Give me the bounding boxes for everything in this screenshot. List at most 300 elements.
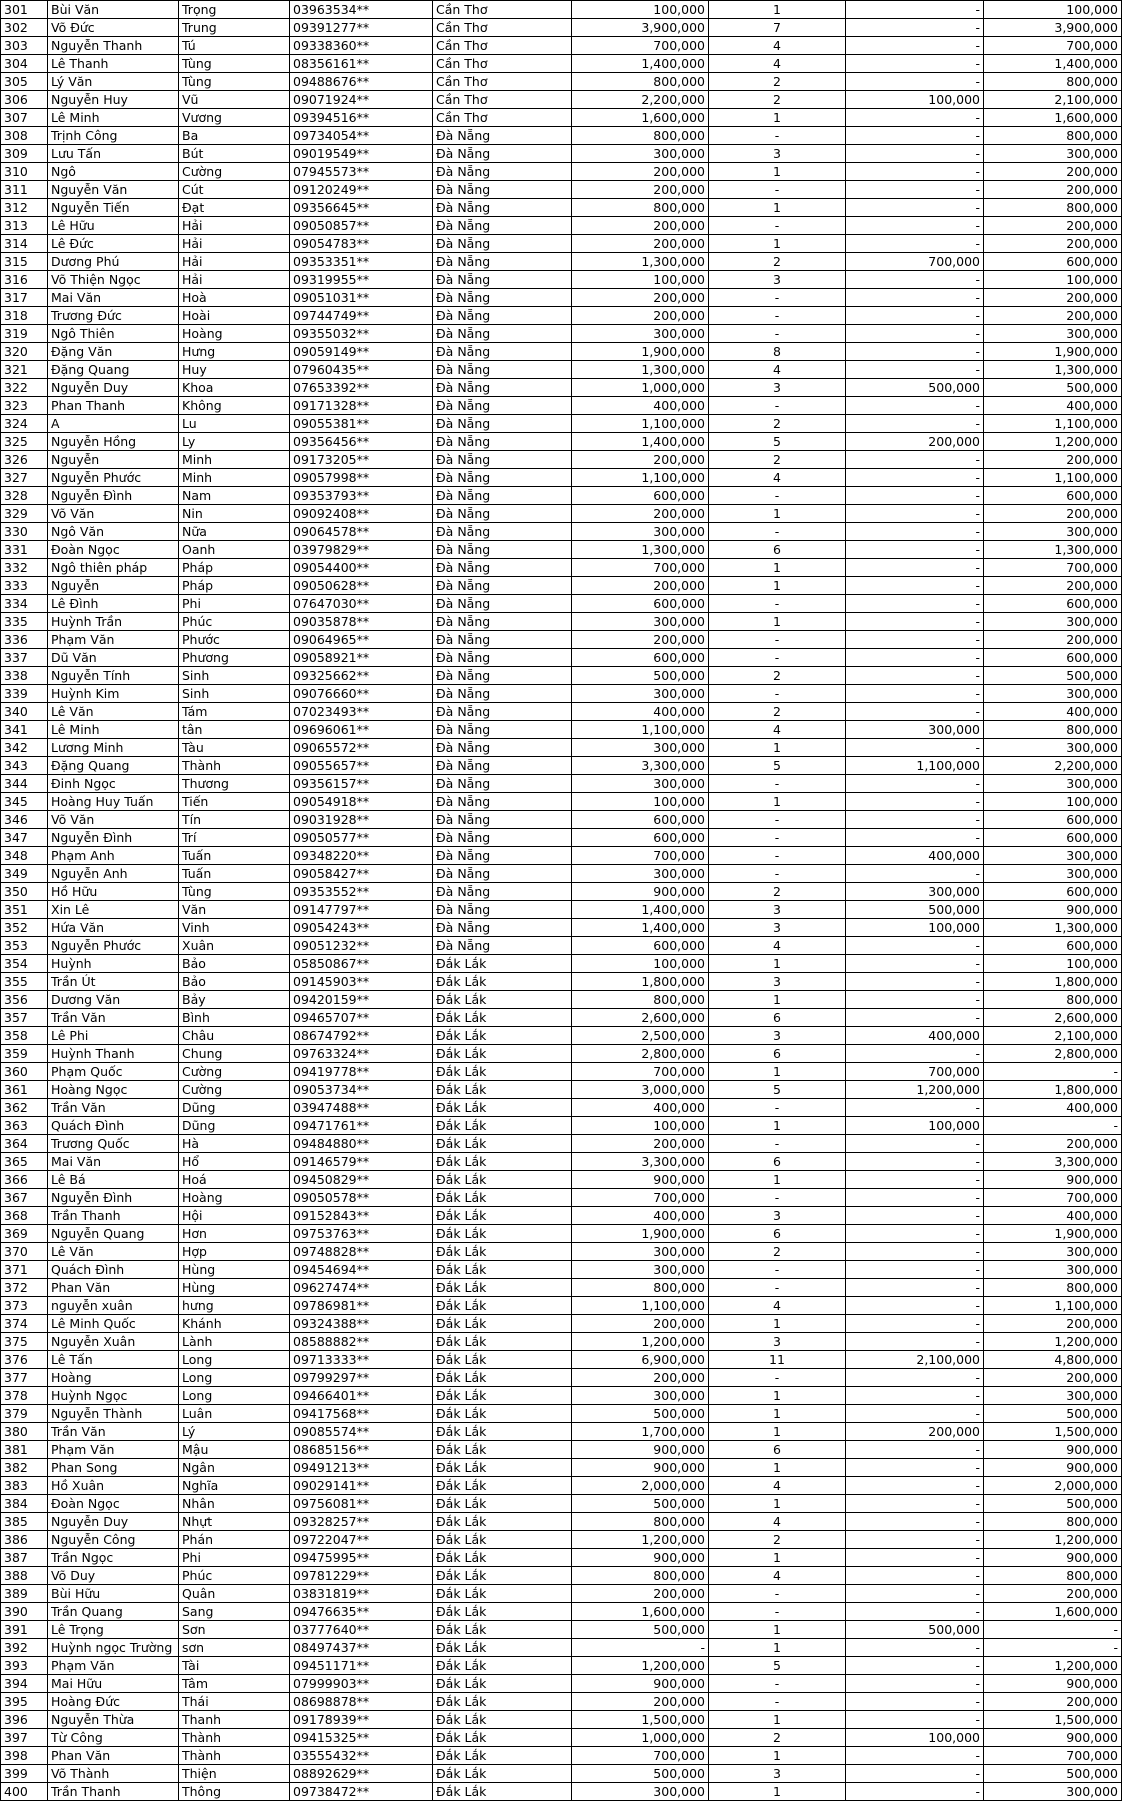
cell-province: Đà Nẵng [433,397,572,415]
cell-net-amount: 900,000 [984,1459,1122,1477]
cell-amount: 200,000 [572,289,709,307]
cell-count: 2 [709,883,846,901]
cell-phone: 05850867** [290,955,433,973]
cell-last-middle-name: Nguyễn Công [48,1531,179,1549]
cell-first-name: Ly [179,433,290,451]
cell-deduction: - [846,1045,984,1063]
cell-phone: 09353351** [290,253,433,271]
cell-row-number: 356 [1,991,48,1009]
cell-deduction: - [846,289,984,307]
cell-deduction: - [846,1477,984,1495]
cell-count: - [709,829,846,847]
cell-net-amount: 500,000 [984,667,1122,685]
cell-row-number: 390 [1,1603,48,1621]
cell-first-name: Hổ [179,1153,290,1171]
cell-count: 1 [709,613,846,631]
cell-count: - [709,127,846,145]
cell-row-number: 323 [1,397,48,415]
cell-net-amount: 1,300,000 [984,541,1122,559]
cell-row-number: 388 [1,1567,48,1585]
cell-count: 1 [709,1459,846,1477]
table-row [1,739,1122,757]
cell-amount: 200,000 [572,451,709,469]
cell-last-middle-name: Nguyễn Duy [48,1513,179,1531]
cell-province: Đắk Lắk [433,1153,572,1171]
cell-net-amount: 800,000 [984,1567,1122,1585]
cell-amount: 700,000 [572,1063,709,1081]
cell-first-name: Hùng [179,1261,290,1279]
cell-row-number: 370 [1,1243,48,1261]
cell-last-middle-name: Nguyễn Văn [48,181,179,199]
cell-province: Đà Nẵng [433,667,572,685]
cell-row-number: 311 [1,181,48,199]
cell-net-amount: 400,000 [984,1099,1122,1117]
cell-net-amount: 900,000 [984,1441,1122,1459]
cell-last-middle-name: Đoàn Ngọc [48,541,179,559]
cell-net-amount: 1,900,000 [984,343,1122,361]
cell-phone: 09147797** [290,901,433,919]
cell-count: 4 [709,721,846,739]
cell-row-number: 320 [1,343,48,361]
cell-row-number: 395 [1,1693,48,1711]
cell-row-number: 373 [1,1297,48,1315]
cell-deduction: - [846,109,984,127]
cell-row-number: 391 [1,1621,48,1639]
cell-count: 5 [709,1081,846,1099]
cell-province: Đà Nẵng [433,919,572,937]
cell-net-amount: 300,000 [984,1387,1122,1405]
cell-row-number: 365 [1,1153,48,1171]
cell-net-amount: - [984,1621,1122,1639]
cell-count: 4 [709,1297,846,1315]
cell-province: Đà Nẵng [433,937,572,955]
cell-last-middle-name: Từ Công [48,1729,179,1747]
cell-net-amount: 200,000 [984,1369,1122,1387]
table-row [1,343,1122,361]
cell-deduction: 100,000 [846,1729,984,1747]
cell-first-name: Chung [179,1045,290,1063]
cell-count: - [709,649,846,667]
cell-row-number: 307 [1,109,48,127]
cell-deduction: - [846,1513,984,1531]
cell-count: - [709,1675,846,1693]
cell-deduction: - [846,55,984,73]
cell-net-amount: 1,900,000 [984,1225,1122,1243]
table-row [1,325,1122,343]
cell-phone: 08698878** [290,1693,433,1711]
cell-net-amount: 900,000 [984,1549,1122,1567]
cell-first-name: Nhựt [179,1513,290,1531]
cell-phone: 09454694** [290,1261,433,1279]
table-row [1,145,1122,163]
cell-province: Cần Thơ [433,37,572,55]
table-row [1,109,1122,127]
cell-first-name: Hải [179,271,290,289]
cell-first-name: Lý [179,1423,290,1441]
cell-first-name: Khánh [179,1315,290,1333]
cell-deduction: - [846,811,984,829]
cell-amount: 300,000 [572,1783,709,1801]
cell-count: 2 [709,91,846,109]
table-row [1,937,1122,955]
cell-last-middle-name: Huỳnh ngọc Trường [48,1639,179,1657]
cell-last-middle-name: Lê Văn [48,1243,179,1261]
cell-amount: 2,200,000 [572,91,709,109]
cell-row-number: 362 [1,1099,48,1117]
cell-amount: 600,000 [572,487,709,505]
cell-deduction: - [846,937,984,955]
cell-amount: 900,000 [572,1441,709,1459]
cell-last-middle-name: Lê Trọng [48,1621,179,1639]
cell-province: Đà Nẵng [433,379,572,397]
cell-row-number: 339 [1,685,48,703]
cell-net-amount: 3,300,000 [984,1153,1122,1171]
cell-amount: 2,000,000 [572,1477,709,1495]
cell-first-name: Sinh [179,667,290,685]
table-row [1,91,1122,109]
cell-last-middle-name: Mai Văn [48,289,179,307]
cell-count: - [709,811,846,829]
cell-count: - [709,1369,846,1387]
cell-amount: 900,000 [572,1459,709,1477]
cell-amount: 800,000 [572,991,709,1009]
cell-last-middle-name: Hoàng Ngọc [48,1081,179,1099]
cell-last-middle-name: Nguyễn Đình [48,1189,179,1207]
cell-deduction: 500,000 [846,901,984,919]
cell-count: - [709,775,846,793]
cell-last-middle-name: Huỳnh Thanh [48,1045,179,1063]
cell-amount: 600,000 [572,595,709,613]
cell-province: Đắk Lắk [433,1009,572,1027]
cell-deduction: - [846,19,984,37]
cell-province: Đắk Lắk [433,1621,572,1639]
cell-count: 5 [709,1657,846,1675]
cell-phone: 09054783** [290,235,433,253]
cell-province: Đà Nẵng [433,541,572,559]
cell-phone: 09484880** [290,1135,433,1153]
cell-net-amount: 2,600,000 [984,1009,1122,1027]
cell-row-number: 308 [1,127,48,145]
table-row [1,1423,1122,1441]
table-row [1,631,1122,649]
cell-last-middle-name: Lê Phi [48,1027,179,1045]
cell-row-number: 372 [1,1279,48,1297]
cell-count: 1 [709,505,846,523]
cell-province: Đắk Lắk [433,1225,572,1243]
cell-row-number: 329 [1,505,48,523]
cell-net-amount: 700,000 [984,559,1122,577]
cell-net-amount: 200,000 [984,307,1122,325]
cell-first-name: Cút [179,181,290,199]
cell-row-number: 396 [1,1711,48,1729]
cell-net-amount: 600,000 [984,883,1122,901]
cell-net-amount: 400,000 [984,1207,1122,1225]
cell-province: Đà Nẵng [433,361,572,379]
cell-amount: 300,000 [572,145,709,163]
cell-net-amount: 100,000 [984,955,1122,973]
cell-amount: 1,300,000 [572,361,709,379]
cell-count: 4 [709,55,846,73]
cell-province: Đà Nẵng [433,523,572,541]
cell-first-name: Phước [179,631,290,649]
cell-first-name: Thông [179,1783,290,1801]
cell-last-middle-name: Nguyễn Quang [48,1225,179,1243]
cell-province: Đắk Lắk [433,1315,572,1333]
cell-last-middle-name: Trần Ngọc [48,1549,179,1567]
cell-amount: 400,000 [572,1099,709,1117]
cell-last-middle-name: Lê Bá [48,1171,179,1189]
cell-deduction: - [846,1603,984,1621]
cell-province: Đắk Lắk [433,1207,572,1225]
table-row [1,1783,1122,1801]
cell-amount: 200,000 [572,307,709,325]
cell-phone: 09319955** [290,271,433,289]
cell-row-number: 350 [1,883,48,901]
cell-count: 2 [709,415,846,433]
cell-count: 1 [709,1783,846,1801]
cell-phone: 09325662** [290,667,433,685]
cell-last-middle-name: Trần Văn [48,1099,179,1117]
cell-deduction: - [846,271,984,289]
cell-province: Đà Nẵng [433,631,572,649]
cell-amount: 500,000 [572,1765,709,1783]
cell-province: Đà Nẵng [433,811,572,829]
cell-amount: 1,200,000 [572,1531,709,1549]
cell-net-amount: 600,000 [984,595,1122,613]
cell-amount: 200,000 [572,181,709,199]
cell-province: Đà Nẵng [433,199,572,217]
cell-count: 6 [709,1153,846,1171]
cell-province: Cần Thơ [433,19,572,37]
cell-amount: 300,000 [572,325,709,343]
table-row [1,955,1122,973]
cell-deduction: - [846,1693,984,1711]
cell-province: Đà Nẵng [433,307,572,325]
cell-net-amount: 2,100,000 [984,91,1122,109]
table-row [1,19,1122,37]
cell-first-name: Tuấn [179,865,290,883]
cell-net-amount: 1,100,000 [984,1297,1122,1315]
cell-first-name: Phán [179,1531,290,1549]
cell-deduction: - [846,505,984,523]
cell-deduction: 500,000 [846,1621,984,1639]
cell-last-middle-name: Trương Đức [48,307,179,325]
cell-phone: 09050628** [290,577,433,595]
table-row [1,1765,1122,1783]
cell-net-amount: 300,000 [984,613,1122,631]
cell-count: 4 [709,1567,846,1585]
cell-row-number: 359 [1,1045,48,1063]
cell-deduction: - [846,1153,984,1171]
table-row [1,415,1122,433]
cell-deduction: - [846,955,984,973]
cell-deduction: - [846,523,984,541]
cell-first-name: Hùng [179,1279,290,1297]
cell-first-name: tân [179,721,290,739]
cell-phone: 09055657** [290,757,433,775]
cell-count: 8 [709,343,846,361]
cell-deduction: - [846,577,984,595]
cell-row-number: 355 [1,973,48,991]
cell-last-middle-name: Bùi Hữu [48,1585,179,1603]
cell-amount: 700,000 [572,1189,709,1207]
cell-province: Đà Nẵng [433,235,572,253]
cell-phone: 09391277** [290,19,433,37]
cell-row-number: 361 [1,1081,48,1099]
cell-count: 3 [709,919,846,937]
cell-last-middle-name: Dương Văn [48,991,179,1009]
cell-net-amount: 300,000 [984,739,1122,757]
cell-province: Cần Thơ [433,91,572,109]
cell-amount: 800,000 [572,127,709,145]
cell-count: 1 [709,1549,846,1567]
cell-amount: 1,800,000 [572,973,709,991]
cell-province: Đà Nẵng [433,721,572,739]
cell-first-name: Huy [179,361,290,379]
cell-last-middle-name: Nguyễn Xuân [48,1333,179,1351]
cell-province: Đà Nẵng [433,883,572,901]
table-row [1,1081,1122,1099]
table-row [1,1459,1122,1477]
cell-phone: 09713333** [290,1351,433,1369]
cell-first-name: Thành [179,757,290,775]
table-row [1,199,1122,217]
cell-phone: 09450829** [290,1171,433,1189]
cell-first-name: Ba [179,127,290,145]
table-row [1,73,1122,91]
cell-net-amount: - [984,1639,1122,1657]
cell-first-name: Tàu [179,739,290,757]
cell-count: 1 [709,1405,846,1423]
cell-first-name: Tùng [179,73,290,91]
cell-province: Đắk Lắk [433,1531,572,1549]
cell-net-amount: 500,000 [984,379,1122,397]
table-row [1,505,1122,523]
cell-deduction: 100,000 [846,91,984,109]
cell-last-middle-name: Phan Văn [48,1747,179,1765]
cell-amount: 600,000 [572,811,709,829]
cell-first-name: Thái [179,1693,290,1711]
cell-net-amount: 100,000 [984,1,1122,19]
cell-last-middle-name: Võ Thành [48,1765,179,1783]
cell-count: 2 [709,73,846,91]
table-row [1,1261,1122,1279]
cell-deduction: - [846,415,984,433]
cell-net-amount: 1,500,000 [984,1423,1122,1441]
table-row [1,811,1122,829]
cell-count: 3 [709,901,846,919]
cell-amount: 400,000 [572,703,709,721]
cell-net-amount: 300,000 [984,1243,1122,1261]
table-row [1,1117,1122,1135]
table-row [1,181,1122,199]
cell-row-number: 374 [1,1315,48,1333]
cell-amount: 300,000 [572,739,709,757]
cell-amount: 3,900,000 [572,19,709,37]
table-row [1,1189,1122,1207]
table-row [1,379,1122,397]
cell-first-name: Hải [179,217,290,235]
cell-deduction: - [846,1549,984,1567]
cell-last-middle-name: Phạm Quốc [48,1063,179,1081]
cell-first-name: Hội [179,1207,290,1225]
cell-net-amount: 700,000 [984,37,1122,55]
cell-first-name: Thanh [179,1711,290,1729]
cell-last-middle-name: Lê Đức [48,235,179,253]
cell-count: 1 [709,559,846,577]
cell-count: 4 [709,361,846,379]
cell-first-name: Trung [179,19,290,37]
cell-net-amount: 200,000 [984,1315,1122,1333]
table-row [1,1351,1122,1369]
cell-net-amount: 100,000 [984,271,1122,289]
cell-first-name: Tài [179,1657,290,1675]
cell-row-number: 367 [1,1189,48,1207]
cell-net-amount: 1,200,000 [984,433,1122,451]
cell-net-amount: 400,000 [984,703,1122,721]
cell-count: 1 [709,1063,846,1081]
cell-deduction: - [846,451,984,469]
cell-count: 1 [709,109,846,127]
cell-deduction: 400,000 [846,847,984,865]
cell-row-number: 369 [1,1225,48,1243]
cell-first-name: Lu [179,415,290,433]
cell-phone: 09029141** [290,1477,433,1495]
cell-amount: 900,000 [572,883,709,901]
cell-deduction: - [846,199,984,217]
cell-row-number: 325 [1,433,48,451]
cell-last-middle-name: Xin Lê [48,901,179,919]
cell-province: Đà Nẵng [433,613,572,631]
cell-row-number: 321 [1,361,48,379]
cell-net-amount: 300,000 [984,775,1122,793]
cell-deduction: 300,000 [846,721,984,739]
cell-province: Đắk Lắk [433,1189,572,1207]
cell-net-amount: 100,000 [984,793,1122,811]
cell-phone: 07960435** [290,361,433,379]
table-row [1,1225,1122,1243]
cell-province: Cần Thơ [433,109,572,127]
table-row [1,1153,1122,1171]
table-row [1,1135,1122,1153]
cell-province: Đắk Lắk [433,1513,572,1531]
cell-first-name: sơn [179,1639,290,1657]
cell-amount: 200,000 [572,217,709,235]
table-row [1,1027,1122,1045]
cell-net-amount: 800,000 [984,721,1122,739]
cell-row-number: 358 [1,1027,48,1045]
cell-last-middle-name: Nguyễn Đình [48,487,179,505]
cell-net-amount: 1,200,000 [984,1531,1122,1549]
cell-deduction: - [846,343,984,361]
cell-deduction: - [846,325,984,343]
cell-province: Đà Nẵng [433,559,572,577]
cell-first-name: Hoá [179,1171,290,1189]
cell-phone: 09059149** [290,343,433,361]
cell-phone: 09031928** [290,811,433,829]
cell-count: 3 [709,1027,846,1045]
cell-first-name: Hợp [179,1243,290,1261]
cell-province: Đắk Lắk [433,1639,572,1657]
cell-amount: 2,600,000 [572,1009,709,1027]
cell-amount: 300,000 [572,1261,709,1279]
cell-net-amount: 3,900,000 [984,19,1122,37]
cell-row-number: 341 [1,721,48,739]
cell-count: 3 [709,1207,846,1225]
cell-row-number: 385 [1,1513,48,1531]
cell-count: 3 [709,1765,846,1783]
table-row [1,1207,1122,1225]
